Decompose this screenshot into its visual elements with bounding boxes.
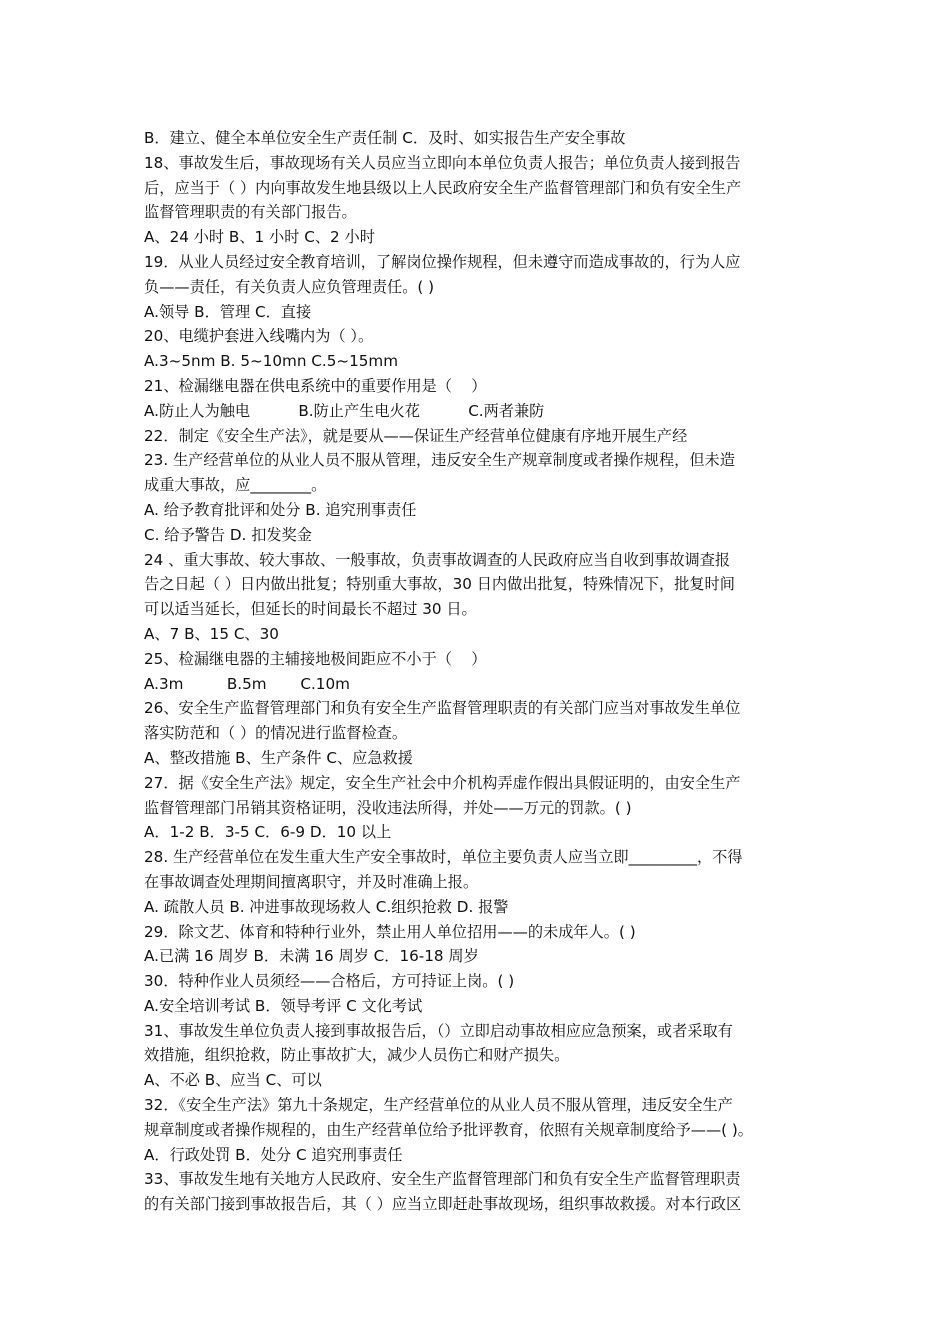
text-line: 24 、重大事故、较大事故、一般事故，负责事故调查的人民政府应当自收到事故调查报 bbox=[144, 550, 731, 569]
text-line: 31、事故发生单位负责人接到事故报告后，（）立即启动事故相应应急预案，或者采取有 bbox=[144, 1021, 733, 1040]
text-line: 落实防范和（ ）的情况进行监督检查。 bbox=[144, 724, 408, 743]
text-line: A．1-2 B．3-5 C．6-9 D．10 以上 bbox=[144, 823, 392, 842]
text-line: A.防止人为触电 B.防止产生电火花 C.两者兼防 bbox=[144, 401, 545, 420]
text-line: A、7 B、15 C、30 bbox=[144, 624, 279, 643]
text-line: 33、事故发生地有关地方人民政府、安全生产监督管理部门和负有安全生产监督管理职责 bbox=[144, 1170, 741, 1189]
text-line: 可以适当延长，但延长的时间最长不超过 30 日。 bbox=[144, 600, 477, 619]
text-line: 27．据《安全生产法》规定，安全生产社会中介机构弄虚作假出具假证明的，由安全生产 bbox=[144, 773, 741, 792]
text-line: A.领导 B．管理 C．直接 bbox=[144, 302, 312, 321]
text-line: 规章制度或者操作规程的，由生产经营单位给予批评教育，依照有关规章制度给予——( )。 bbox=[144, 1120, 753, 1139]
text-line: A、不必 B、应当 C、可以 bbox=[144, 1071, 322, 1090]
text-line: 32．《安全生产法》第九十条规定，生产经营单位的从业人员不服从管理，违反安全生产 bbox=[144, 1096, 733, 1115]
text-line: A. 给予教育批评和处分 B. 追究刑事责任 bbox=[144, 500, 417, 519]
text-line: 后，应当于（ ）内向事故发生地县级以上人民政府安全生产监督管理部门和负有安全生产 bbox=[144, 178, 742, 197]
text-line: 29．除文艺、体育和特种行业外，禁止用人单位招用——的未成年人。( ) bbox=[144, 922, 636, 941]
text-line: 18、事故发生后，事故现场有关人员应当立即向本单位负责人报告；单位负责人接到报告 bbox=[144, 153, 741, 172]
text-line: 成重大事故，应________。 bbox=[144, 476, 327, 495]
text-line: A.已满 16 周岁 B．未满 16 周岁 C．16-18 周岁 bbox=[144, 947, 479, 966]
text-line: 28. 生产经营单位在发生重大生产安全事故时，单位主要负责人应当立即_________，不得 bbox=[144, 848, 743, 867]
text-line: 告之日起（ ）日内做出批复；特别重大事故，30 日内做出批复，特殊情况下，批复时间 bbox=[144, 575, 735, 594]
text-line: A.3m B.5m C.10m bbox=[144, 674, 350, 693]
text-line: A、24 小时 B、1 小时 C、2 小时 bbox=[144, 228, 375, 247]
text-line: 23. 生产经营单位的从业人员不服从管理，违反安全生产规章制度或者操作规程，但未造 bbox=[144, 451, 735, 470]
text-line: 21、检漏继电器在供电系统中的重要作用是（ ） bbox=[144, 376, 487, 395]
text-line: 在事故调查处理期间擅离职守，并及时准确上报。 bbox=[144, 872, 479, 891]
text-line: 负——责任，有关负责人应负管理责任。( ) bbox=[144, 277, 435, 296]
text-line: 22．制定《安全生产法》，就是要从——保证生产经营单位健康有序地开展生产经 bbox=[144, 426, 688, 445]
text-line: 20、电缆护套进入线嘴内为（ ）。 bbox=[144, 327, 374, 346]
text-line: C. 给予警告 D. 扣发奖金 bbox=[144, 525, 312, 544]
text-line: A. 疏散人员 B. 冲进事故现场救人 C.组织抢救 D. 报警 bbox=[144, 897, 509, 916]
text-line: 26、安全生产监督管理部门和负有安全生产监督管理职责的有关部门应当对事故发生单位 bbox=[144, 699, 741, 718]
text-line: 监督管理职责的有关部门报告。 bbox=[144, 203, 357, 222]
document-page bbox=[144, 126, 808, 1217]
text-line: 19．从业人员经过安全教育培训，了解岗位操作规程，但未遵守而造成事故的，行为人应 bbox=[144, 252, 741, 271]
text-line: A.3~5nm B. 5~10mn C.5~15mm bbox=[144, 352, 399, 371]
text-line: A．行政处罚 B．处分 C 追究刑事责任 bbox=[144, 1145, 403, 1164]
text-line: A、整改措施 B、生产条件 C、应急救援 bbox=[144, 748, 413, 767]
text-line: 监督管理部门吊销其资格证明，没收违法所得，并处——万元的罚款。( ) bbox=[144, 798, 632, 817]
text-line: A.安全培训考试 B．领导考评 C 文化考试 bbox=[144, 996, 423, 1015]
text-line: B．建立、健全本单位安全生产责任制 C．及时、如实报告生产安全事故 bbox=[144, 129, 626, 147]
text-line: 效措施，组织抢救，防止事故扩大，减少人员伤亡和财产损失。 bbox=[144, 1046, 570, 1065]
text-line: 的有关部门接到事故报告后，其（ ）应当立即赶赴事故现场，组织事故救援。对本行政区 bbox=[144, 1195, 742, 1214]
text-line: 30．特种作业人员须经——合格后，方可持证上岗。( ) bbox=[144, 972, 515, 991]
text-line: 25、检漏继电器的主辅接地极间距应不小于（ ） bbox=[144, 649, 487, 668]
